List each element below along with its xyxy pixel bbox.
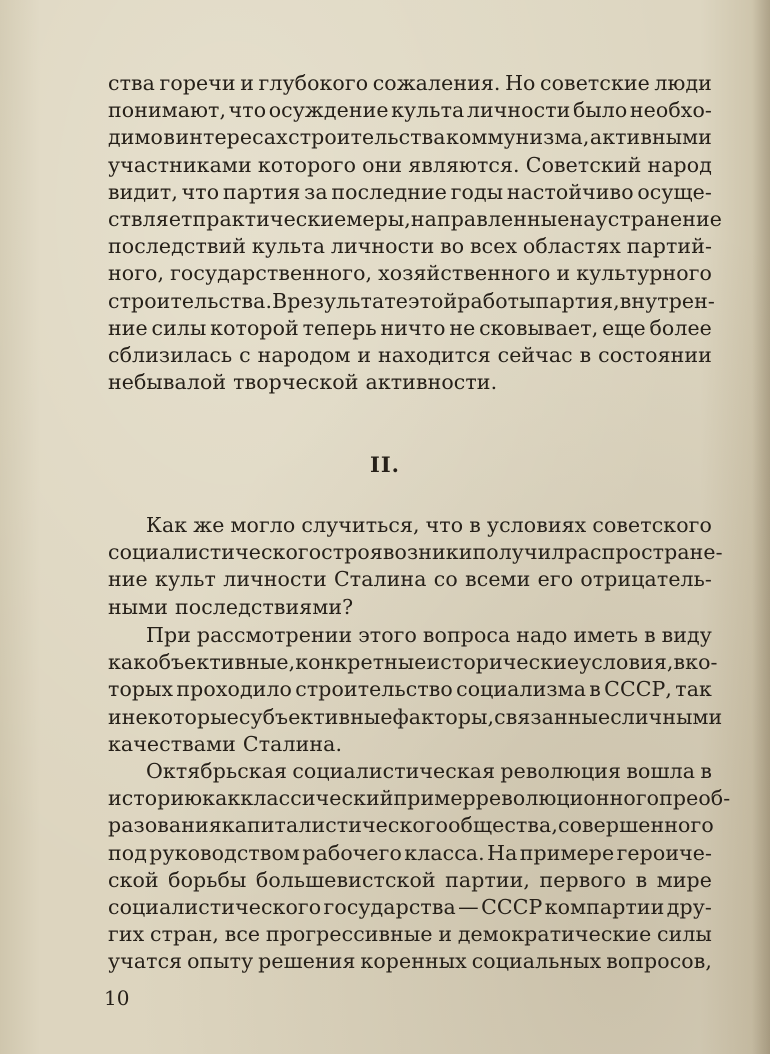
- text-line: ного, государственного, хозяйственного и культурного: [108, 261, 712, 286]
- text-line: Октябрьская социалистическая революция вошла в: [146, 759, 712, 783]
- text-line: и некоторые субъективные факторы, связанные с личными: [108, 704, 723, 729]
- text-line: гих стран, все прогрессивные и демократические силы: [108, 922, 712, 947]
- text-line: последствий культа личности во всех областях партий-: [108, 234, 712, 259]
- text-line: историю как классический пример революционного преоб-: [108, 786, 731, 811]
- text-line: участниками которого они являются. Советский народ: [108, 152, 712, 177]
- text-line: социалистического государства — СССР компартии дру-: [108, 894, 712, 919]
- text-line: Как же могло случиться, что в условиях советского: [146, 513, 712, 537]
- page-number: 10: [104, 986, 130, 1010]
- text-line: сблизилась с народом и находится сейчас в состоянии: [108, 342, 712, 367]
- section-paragraph-1: [108, 512, 723, 621]
- text-line: строительства. В результате этой работы партия, внутрен-: [108, 288, 715, 313]
- text-line: ными последствиями?: [108, 594, 354, 619]
- text-line: ние силы которой теперь ничто не сковывает, еще более: [108, 315, 712, 340]
- text-line: понимают, что осуждение культа личности было необхо-: [108, 98, 712, 123]
- text-line: социалистического строя возник и получил распростране-: [108, 540, 723, 565]
- text-line: ние культ личности Сталина со всеми его отрицатель-: [108, 567, 712, 592]
- intro-paragraph: [108, 70, 723, 396]
- text-line: учатся опыту решения коренных социальных вопросов,: [108, 949, 712, 974]
- section-paragraph-3: [108, 758, 731, 976]
- text-line: как объективные, конкретные исторические условия, в ко-: [108, 650, 718, 675]
- text-line: небывалой творческой активности.: [108, 370, 498, 395]
- text-line: разования капиталистического общества, совершенного: [108, 813, 714, 838]
- text-line: димо в интересах строительства коммунизма, активными: [108, 125, 712, 150]
- text-line: При рассмотрении этого вопроса надо иметь в виду: [146, 623, 712, 647]
- text-line: торых проходило строительство социализма в СССР, так: [108, 677, 712, 702]
- text-line: ства горечи и глубокого сожаления. Но советские люди: [108, 71, 712, 95]
- text-line: ствляет практические меры, направленные на устранение: [108, 206, 723, 231]
- text-line: ской борьбы большевистской партии, первого в мире: [108, 867, 712, 892]
- section-heading: II.: [370, 452, 400, 477]
- section-paragraph-2: [108, 622, 723, 758]
- text-line: под руководством рабочего класса. На примере героиче-: [108, 840, 712, 865]
- text-line: видит, что партия за последние годы настойчиво осуще-: [108, 179, 712, 204]
- text-line: качествами Сталина.: [108, 731, 343, 756]
